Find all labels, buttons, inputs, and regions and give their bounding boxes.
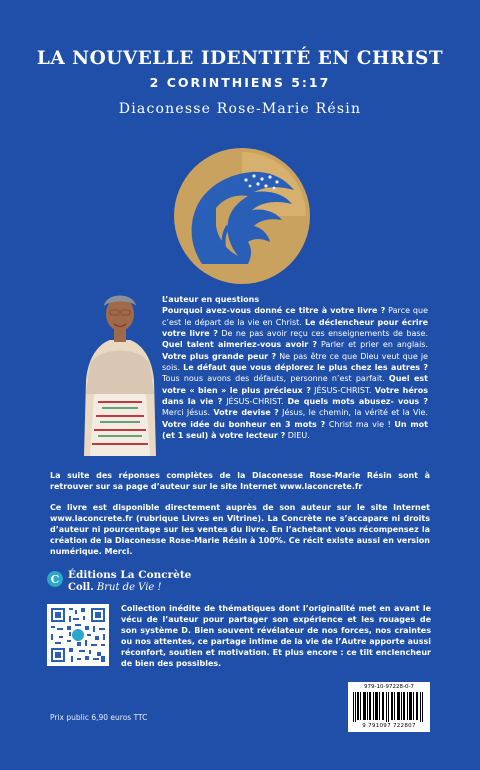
barcode-number: 9 791097 722807 bbox=[362, 723, 416, 729]
publisher-collection bbox=[68, 582, 162, 593]
isbn-number: 979-10-97228-0-7 bbox=[364, 684, 414, 690]
question: Le déclencheur pour écrire votre livre ? bbox=[162, 317, 429, 339]
question: Quel talent aimeriez-vous avoir ? bbox=[162, 340, 318, 350]
answer: JÉSUS-CHRIST. bbox=[310, 385, 375, 395]
answer: Parler et prier en anglais. bbox=[317, 340, 429, 350]
question: Votre plus grande peur ? bbox=[162, 351, 277, 361]
publisher-logo-letter: C bbox=[50, 573, 60, 586]
author-portrait bbox=[80, 284, 160, 456]
publisher-name: Éditions La Concrète bbox=[68, 569, 192, 581]
collection-description: Collection inédite de thématiques dont l’originalité met en avant le vécu de l’auteur pour partager son expérience et les rouages de son système D. Bien souvent révélateur de nos forces, nos craintes ou nos attentes, ce partage intime de la vie de l’Autre apporte aussi réconfort, soutien et motivation. Et plus encore : ce tilt enclencheur de bien des possibles. bbox=[121, 604, 431, 668]
availability-paragraph: Ce livre est disponible directement auprès de son auteur sur le site Internet www.laconcrete.fr (rubrique Livres en Vitrine). La Concrète ne s’accapare ni droits d’auteur ni pourcentage sur les ventes du livre. En l’achetant vous récompensez la création de la Diaconesse Rose-Marie Résin à 100%. Ce récit existe aussi en version numérique. Merci. bbox=[50, 503, 430, 556]
interview-body bbox=[162, 305, 428, 441]
publisher-logo-icon bbox=[47, 571, 63, 587]
question: Un mot (et 1 seul) à votre lecteur ? bbox=[162, 419, 428, 441]
book-title: LA NOUVELLE IDENTITÉ EN CHRIST bbox=[36, 48, 444, 69]
public-price: Prix public 6,90 euros TTC bbox=[50, 713, 148, 722]
isbn-barcode-box bbox=[348, 682, 430, 732]
question: Quel est votre « bien » le plus précieux ? bbox=[162, 374, 428, 395]
question: Pourquoi avez-vous donné ce titre à votre livre ? bbox=[162, 306, 386, 316]
answer: De ne pas avoir reçu ces enseignements de base. bbox=[217, 329, 428, 339]
barcode bbox=[353, 692, 425, 722]
question: Votre héros dans la vie ? bbox=[162, 385, 428, 407]
answer: Parce que c’est le départ de la vie en Christ. bbox=[162, 306, 428, 327]
author-name: Diaconesse Rose-Marie Résin bbox=[118, 101, 362, 117]
suite-paragraph: La suite des réponses complètes de la Diaconesse Rose-Marie Résin sont à retrouver sur sa page d’auteur sur le site Internet www.laconcrete.fr bbox=[50, 471, 430, 491]
interview-heading: L’auteur en questions bbox=[162, 295, 260, 304]
book-subtitle: 2 CORINTHIENS 5:17 bbox=[149, 75, 331, 90]
answer: Tous nous avons des défauts, personne n’est parfait. bbox=[162, 374, 389, 384]
answer: Merci Jésus. bbox=[162, 408, 214, 418]
qr-code[interactable] bbox=[47, 604, 109, 666]
collection-label: Coll. bbox=[68, 582, 94, 593]
author-interview bbox=[162, 294, 428, 441]
answer: JÉSUS-CHRIST. bbox=[222, 397, 288, 407]
answer: Christ ma vie ! bbox=[325, 419, 395, 429]
answer: Ne pas être ce que Dieu veut que je sois. bbox=[162, 351, 428, 373]
question: Votre devise ? bbox=[213, 408, 279, 418]
question: Le défaut que vous déplorez le plus chez les autres ? bbox=[183, 363, 428, 373]
answer: Jésus, le chemin, la vérité et la Vie. bbox=[278, 408, 428, 418]
collection-name: Brut de Vie ! bbox=[96, 582, 162, 593]
question: Votre idée du bonheur en 3 mots ? bbox=[162, 419, 326, 429]
lion-emblem-logo bbox=[172, 146, 312, 286]
question: De quels mots abusez- vous ? bbox=[287, 397, 428, 407]
answer: DIEU. bbox=[285, 431, 310, 441]
